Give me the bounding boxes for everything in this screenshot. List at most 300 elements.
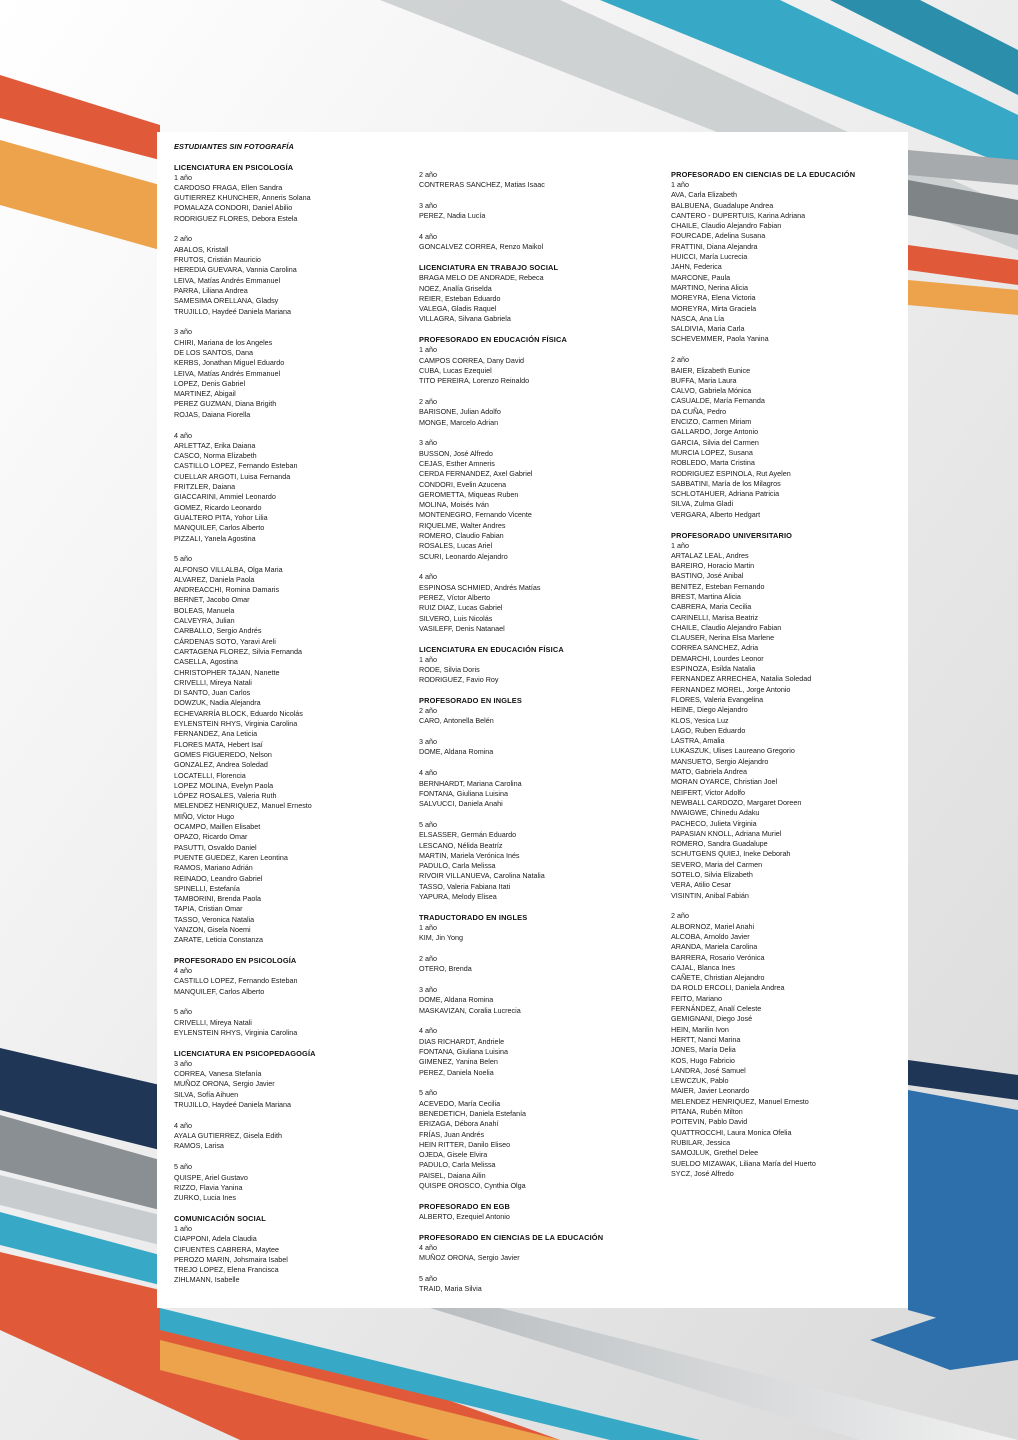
student-name: CASTILLO LOPEZ, Fernando Esteban <box>174 461 298 471</box>
student-name: MAIER, Javier Leonardo <box>671 1086 750 1096</box>
column-2 <box>419 170 655 1305</box>
year-group <box>419 820 655 902</box>
student-name: TASSO, Veronica Natalia <box>174 914 255 924</box>
year-label: 2 año <box>671 911 689 921</box>
year-label: 4 año <box>174 1120 192 1130</box>
student-name: CAÑETE, Christian Alejandro <box>671 973 765 983</box>
student-name: DOME, Aldana Romina <box>419 995 494 1005</box>
section <box>419 170 655 253</box>
year-group <box>174 966 410 997</box>
student-name: CALVEYRA, Julian <box>174 616 235 626</box>
student-name: ABALOS, Kristall <box>174 244 229 254</box>
year-group <box>419 273 655 324</box>
student-name: FRATTINI, Diana Alejandra <box>671 241 758 251</box>
student-name: PEREZ, Daniela Noelia <box>419 1067 494 1077</box>
student-name: BAIER, Elizabeth Eunice <box>671 365 751 375</box>
student-name: CORREA, Vanesa Stefanía <box>174 1069 262 1079</box>
student-name: ROBLEDO, Marta Cristina <box>671 458 755 468</box>
student-name: ALFONSO VILLALBA, Olga Maria <box>174 564 283 574</box>
student-name: CHRISTOPHER TAJAN, Nanette <box>174 667 280 677</box>
section-title: LICENCIATURA EN PSICOLOGÍA <box>174 162 294 172</box>
student-name: MARTINO, Nerina Alicia <box>671 282 748 292</box>
year-label: 5 año <box>419 1088 437 1098</box>
student-name: ROMERO, Claudio Fabian <box>419 531 504 541</box>
year-group <box>419 954 655 975</box>
year-group <box>419 438 655 562</box>
year-label: 5 año <box>419 1273 437 1283</box>
student-name: RODRIGUEZ ESPINOLA, Rut Ayelen <box>671 468 791 478</box>
student-name: ROSALES, Lucas Ariel <box>419 541 493 551</box>
student-name: SCURI, Leonardo Alejandro <box>419 551 508 561</box>
student-name: MANSUETO, Sergio Alejandro <box>671 756 769 766</box>
student-name: RIVOIR VILLANUEVA, Carolina Natalia <box>419 871 545 881</box>
student-name: HERTT, Nanci Marina <box>671 1034 741 1044</box>
year-group <box>419 737 655 758</box>
student-name: NEWBALL CARDOZO, Margaret Doreen <box>671 797 802 807</box>
year-label: 1 año <box>419 345 437 355</box>
student-name: BAREIRO, Horacio Martin <box>671 561 755 571</box>
student-name: DEMARCHI, Lourdes Leonor <box>671 653 764 663</box>
year-label: 4 año <box>419 1242 437 1252</box>
section <box>419 335 655 634</box>
student-name: BALBUENA, Guadalupe Andrea <box>671 200 774 210</box>
student-name: ZIHLMANN, Isabelle <box>174 1275 240 1285</box>
student-name: PEREZ, Víctor Alberto <box>419 593 491 602</box>
student-name: VISINTIN, Anibal Fabián <box>671 890 749 900</box>
year-group <box>419 655 655 686</box>
student-name: OJEDA, Gisele Elvira <box>419 1150 488 1160</box>
student-name: RIZZO, Flavia Yanina <box>174 1182 243 1192</box>
year-group <box>419 201 655 222</box>
student-name: CONTRERAS SANCHEZ, Matias Isaac <box>419 180 545 190</box>
student-name: ALVAREZ, Daniela Paola <box>174 574 255 584</box>
student-name: ARTALAZ LEAL, Andres <box>671 550 749 560</box>
student-name: POMALAZA CONDORI, Daniel Abilio <box>174 203 293 213</box>
student-name: BASTINO, José Anibal <box>671 571 744 581</box>
student-name: FERNANDEZ MOREL, Jorge Antonio <box>671 684 791 694</box>
student-name: GARCIA, Silvia del Carmen <box>671 437 759 447</box>
student-name: TRAID, Maria Silvia <box>419 1284 482 1294</box>
student-name: FLORES MATA, Hebert Isaí <box>174 739 263 749</box>
section-title: LICENCIATURA EN EDUCACIÓN FÍSICA <box>419 644 564 654</box>
student-name: DIAS RICHARDT, Andriele <box>419 1036 505 1046</box>
section <box>174 1049 410 1204</box>
year-group <box>174 173 410 224</box>
year-group <box>174 1224 410 1286</box>
year-group <box>419 397 655 428</box>
year-group <box>174 1059 410 1110</box>
student-name: CABRERA, Maria Cecilia <box>671 602 752 612</box>
student-name: LOPEZ MOLINA, Evelyn Paola <box>174 780 274 790</box>
student-name: CASTILLO LOPEZ, Fernando Esteban <box>174 976 298 986</box>
year-label: 3 año <box>419 737 437 747</box>
section-title: PROFESORADO EN EDUCACIÓN FÍSICA <box>419 335 567 345</box>
student-name: BOLEAS, Manuela <box>174 605 235 615</box>
student-name: VILLAGRA, Silvana Gabriela <box>419 314 511 324</box>
student-name: MOREYRA, Elena Victoria <box>671 293 756 303</box>
student-name: CRIVELLI, Mireya Natali <box>174 677 252 687</box>
student-name: RAMOS, Larisa <box>174 1141 224 1151</box>
section <box>419 1202 655 1222</box>
student-name: DA ROLD ERCOLI, Daniela Andrea <box>671 983 785 993</box>
student-name: FONTANA, Giuliana Luisina <box>419 1047 508 1056</box>
student-name: PIZZALI, Yanela Agostina <box>174 533 256 543</box>
student-name: LUKASZUK, Ulises Laureano Gregorio <box>671 746 795 756</box>
student-name: ENCIZO, Carmen Miriam <box>671 417 752 427</box>
student-name: KLOS, Yesica Luz <box>671 715 729 725</box>
student-name: SOTELO, Silvia Elizabeth <box>671 870 753 879</box>
year-label: 4 año <box>419 232 437 242</box>
student-name: PASUTTI, Osvaldo Daniel <box>174 842 257 852</box>
student-name: BREST, Martina Alicia <box>671 591 741 601</box>
student-name: FRUTOS, Cristián Mauricio <box>174 255 261 265</box>
section-title: PROFESORADO EN PSICOLOGÍA <box>174 956 297 966</box>
student-name: SYCZ, José Alfredo <box>671 1168 734 1178</box>
year-group <box>174 1162 410 1203</box>
student-name: CUBA, Lucas Ezequiel <box>419 365 492 375</box>
year-label: 1 año <box>671 180 689 189</box>
student-name: CAJAL, Blanca Ines <box>671 962 735 972</box>
section <box>174 956 410 1038</box>
student-name: SPINELLI, Estefanía <box>174 883 240 893</box>
student-name: SILVA, Zulma Gladi <box>671 499 734 509</box>
year-label: 4 año <box>419 1026 437 1036</box>
student-name: REINADO, Leandro Gabriel <box>174 873 263 883</box>
student-name: MONTENEGRO, Fernando Vicente <box>419 510 532 520</box>
year-label: 1 año <box>419 654 437 664</box>
year-group <box>419 1243 655 1264</box>
section <box>671 170 907 520</box>
student-name: AYALA GUTIERREZ, Gisela Edith <box>174 1131 282 1141</box>
year-label: 1 año <box>671 540 689 550</box>
year-label: 3 año <box>419 985 437 995</box>
student-name: NWAIGWE, Chinedu Adaku <box>671 808 760 818</box>
student-name: CHIRI, Mariana de los Angeles <box>174 337 273 347</box>
student-name: CHAILE, Claudio Alejandro Fabian <box>671 622 782 632</box>
student-name: PADULO, Carla Melissa <box>419 1160 496 1170</box>
student-name: SILVA, Sofía Aihuen <box>174 1089 239 1099</box>
column-1 <box>174 142 410 1296</box>
student-name: FONTANA, Giuliana Luisina <box>419 788 508 798</box>
student-name: HEIN, Marilin Ivon <box>671 1024 729 1034</box>
student-name: MUÑOZ ORONA, Sergio Javier <box>419 1252 520 1262</box>
year-label: 4 año <box>174 430 192 440</box>
student-name: ALBORNOZ, Mariel Anahi <box>671 921 755 931</box>
student-name: TRUJILLO, Haydeé Daniela Mariana <box>174 1100 292 1110</box>
student-name: YAPURA, Melody Elisea <box>419 892 497 902</box>
year-group <box>671 911 907 1179</box>
student-name: FLORES, Valeria Evangelina <box>671 694 764 704</box>
section-title: PROFESORADO EN INGLES <box>419 696 522 706</box>
student-name: ACEVEDO, María Cecilia <box>419 1098 501 1108</box>
year-group <box>419 1026 655 1077</box>
student-name: NASCA, Ana Lía <box>671 313 725 323</box>
student-name: RODE, Silvia Doris <box>419 664 480 674</box>
student-name: SCHLOTAHUER, Adriana Patricia <box>671 489 780 499</box>
student-name: CARTAGENA FLOREZ, Silvia Fernanda <box>174 646 302 656</box>
section <box>419 263 655 324</box>
section-title: PROFESORADO EN CIENCIAS DE LA EDUCACIÓN <box>671 170 856 179</box>
year-group <box>174 234 410 316</box>
student-name: ROJAS, Daiana Fiorella <box>174 409 251 419</box>
student-name: GOMES FIGUEREDO, Nelson <box>174 749 272 759</box>
student-name: PARRA, Liliana Andrea <box>174 285 248 295</box>
year-group <box>671 541 907 901</box>
content-sheet <box>157 132 908 1308</box>
student-name: MARTINEZ, Abigail <box>174 389 236 399</box>
student-name: SABBATINI, María de los Milagros <box>671 478 781 488</box>
student-name: MOLINA, Moisés Iván <box>419 500 489 510</box>
student-name: CARINELLI, Marisa Beatriz <box>671 612 759 622</box>
student-name: MUÑOZ ORONA, Sergio Javier <box>174 1079 275 1089</box>
section-title: LICENCIATURA EN TRABAJO SOCIAL <box>419 263 559 273</box>
student-name: CALVO, Gabriela Mónica <box>671 386 752 396</box>
student-name: SALDIVIA, Maria Carla <box>671 324 745 334</box>
section-title: PROFESORADO EN EGB <box>419 1201 510 1211</box>
student-name: LOCATELLI, Florencia <box>174 770 246 780</box>
student-name: HEINE, Diego Alejandro <box>671 705 748 715</box>
student-name: QUISPE, Ariel Gustavo <box>174 1172 248 1182</box>
student-name: CEJAS, Esther Amneris <box>419 458 495 468</box>
student-name: RODRIGUEZ, Favio Roy <box>419 675 499 685</box>
section-title: PROFESORADO EN CIENCIAS DE LA EDUCACIÓN <box>419 1232 604 1242</box>
student-name: SCHUTGENS QUIEJ, Ineke Deborah <box>671 849 791 859</box>
year-group <box>419 1212 655 1222</box>
year-label: 3 año <box>174 1058 192 1068</box>
student-name: MARCONE, Paula <box>671 272 731 282</box>
student-name: GUALTERO PITA, Yohor Lilia <box>174 512 268 522</box>
section <box>174 163 410 946</box>
student-name: ERIZAGA, Débora Anahí <box>419 1119 499 1129</box>
student-name: JAHN, Federica <box>671 262 722 272</box>
student-name: CUELLAR ARGOTI, Luisa Fernanda <box>174 471 291 481</box>
student-name: OCAMPO, Maillen Elisabet <box>174 822 261 832</box>
student-name: GIACCARINI, Ammiel Leonardo <box>174 492 276 502</box>
student-name: QUISPE OROSCO, Cynthia Olga <box>419 1181 526 1191</box>
student-name: CIFUENTES CABRERA, Maytee <box>174 1244 280 1254</box>
student-name: SCHEVEMMER, Paola Yanina <box>671 334 769 344</box>
student-name: PEREZ GUZMAN, Diana Brigith <box>174 399 277 409</box>
student-name: NEIFERT, Victor Adolfo <box>671 787 746 797</box>
student-name: TAMBORINI, Brenda Paola <box>174 894 261 904</box>
student-name: FERNANDEZ ARRECHEA, Natalia Soledad <box>671 674 812 684</box>
student-name: SEVERO, Maria del Carmen <box>671 859 763 869</box>
student-name: MONGE, Marcelo Adrian <box>419 417 499 427</box>
year-label: 5 año <box>419 819 437 829</box>
student-name: CORREA SANCHEZ, Adria <box>671 643 759 653</box>
student-name: MANQUILEF, Carlos Alberto <box>174 523 265 533</box>
student-name: SUELDO MIZAWAK, Liliana María del Huerto <box>671 1158 816 1168</box>
student-name: NOEZ, Analía Griselda <box>419 283 492 293</box>
student-name: LEIVA, Matías Andrés Emmanuel <box>174 275 281 285</box>
student-name: CASELLA, Agostina <box>174 657 238 667</box>
student-name: DA CUÑA, Pedro <box>671 406 727 416</box>
year-label: 1 año <box>174 172 192 182</box>
student-name: FERNANDEZ, Ana Leticia <box>174 729 258 739</box>
student-name: CERDA FERNANDEZ, Axel Gabriel <box>419 469 533 479</box>
section <box>671 531 907 1180</box>
student-name: BUFFA, Maria Laura <box>671 375 737 385</box>
student-name: DOWZUK, Nadia Alejandra <box>174 698 261 708</box>
student-name: VERA, Atilio Cesar <box>671 880 731 890</box>
student-name: SALVUCCI, Daniela Anahi <box>419 799 503 809</box>
student-name: CAMPOS CORREA, Dany David <box>419 355 525 365</box>
student-name: BERNHARDT, Mariana Carolina <box>419 778 522 788</box>
student-name: TASSO, Valeria Fabiana Itati <box>419 881 511 891</box>
student-name: PUENTE GUEDEZ, Karen Leontina <box>174 852 288 862</box>
student-name: CHAILE, Claudio Alejandro Fabian <box>671 221 782 231</box>
section <box>419 1233 655 1295</box>
student-name: GEMIGNANI, Diego José <box>671 1014 753 1024</box>
year-label: 2 año <box>419 170 437 179</box>
student-name: RODRIGUEZ FLORES, Debora Estela <box>174 213 298 223</box>
student-name: LEIVA, Matías Andrés Emmanuel <box>174 368 281 378</box>
student-name: GOMEZ, Ricardo Leonardo <box>174 502 262 512</box>
student-name: KOS, Hugo Fabricio <box>671 1055 735 1065</box>
document-title: ESTUDIANTES SIN FOTOGRAFÍA <box>174 142 294 151</box>
student-name: PEROZO MARIN, Johsmaira Isabel <box>174 1254 288 1264</box>
student-name: SILVERO, Luis Nicolás <box>419 613 493 623</box>
year-group <box>419 1274 655 1295</box>
student-name: CASUALDE, María Fernanda <box>671 396 765 406</box>
year-group <box>419 170 655 191</box>
year-label: 4 año <box>419 572 437 582</box>
student-name: PAPASIAN KNOLL, Adriana Muriel <box>671 828 782 838</box>
student-name: CARBALLO, Sergio Andrés <box>174 626 262 636</box>
student-name: FERNÁNDEZ, Analí Celeste <box>671 1004 762 1014</box>
student-name: CANTERO - DUPERTUIS, Karina Adriana <box>671 210 806 220</box>
section-title: TRADUCTORADO EN INGLES <box>419 912 528 922</box>
student-name: LAGO, Ruben Eduardo <box>671 725 746 735</box>
student-name: LEWCZUK, Pablo <box>671 1076 729 1086</box>
year-label: 2 año <box>419 396 437 406</box>
student-name: DE LOS SANTOS, Dana <box>174 347 253 357</box>
student-name: ALBERTO, Ezequiel Antonio <box>419 1211 510 1221</box>
section <box>419 645 655 686</box>
student-name: BUSSON, José Alfredo <box>419 448 493 458</box>
student-name: GALLARDO, Jorge Antonio <box>671 427 759 437</box>
year-label: 1 año <box>419 922 437 932</box>
student-name: TITO PEREIRA, Lorenzo Reinaldo <box>419 376 530 386</box>
section <box>419 696 655 902</box>
year-group <box>419 572 655 634</box>
student-name: MELENDEZ HENRIQUEZ, Manuel Ernesto <box>174 801 312 811</box>
year-label: 3 año <box>419 201 437 211</box>
student-name: MELENDEZ HENRIQUEZ, Manuel Ernesto <box>671 1096 809 1106</box>
student-name: MOREYRA, Mirta Graciela <box>671 303 757 313</box>
year-label: 3 año <box>174 327 192 337</box>
student-name: CLAUSER, Nerina Elsa Marlene <box>671 633 775 643</box>
year-group <box>671 355 907 520</box>
student-name: SAMOJLUK, Grethel Delee <box>671 1148 759 1158</box>
student-name: RUIZ DIAZ, Lucas Gabriel <box>419 603 503 613</box>
year-group <box>174 431 410 544</box>
student-name: ESPINOZA, Esilda Natalia <box>671 664 756 674</box>
student-name: RIQUELME, Walter Andres <box>419 520 506 530</box>
student-name: BENITEZ, Esteban Fernando <box>671 581 765 591</box>
year-label: 5 año <box>174 1162 192 1172</box>
student-name: CRIVELLI, Mireya Natali <box>174 1017 252 1027</box>
year-group <box>419 232 655 253</box>
year-group <box>671 180 907 345</box>
student-name: GIMENEZ, Yanina Belen <box>419 1057 498 1067</box>
student-name: SAMESIMA ORELLANA, Gladsy <box>174 296 279 306</box>
student-name: BRAGA MELO DE ANDRADE, Rebeca <box>419 273 544 283</box>
section-title: PROFESORADO UNIVERSITARIO <box>671 530 793 540</box>
student-name: MIÑO, Victor Hugo <box>174 811 235 821</box>
student-name: PACHECO, Julieta Virginia <box>671 818 757 828</box>
year-label: 2 año <box>174 234 192 244</box>
year-label: 2 año <box>419 953 437 963</box>
student-name: BARISONE, Julian Adolfo <box>419 407 501 417</box>
year-group <box>419 345 655 386</box>
student-name: GUTIERREZ KHUNCHER, Anneris Solana <box>174 193 311 203</box>
student-name: CÁRDENAS SOTO, Yaravi Areli <box>174 636 276 646</box>
section <box>419 913 655 1192</box>
student-name: CONDORI, Evelin Azucena <box>419 479 507 489</box>
student-name: ZURKO, Lucia Ines <box>174 1193 236 1203</box>
student-name: BENEDETICH, Daniela Estefanía <box>419 1108 527 1118</box>
student-name: LASTRA, Amalia <box>671 736 725 746</box>
year-label: 5 año <box>174 1007 192 1017</box>
section-title: LICENCIATURA EN PSICOPEDAGOGÍA <box>174 1048 316 1058</box>
student-name: FOURCADE, Adelina Susana <box>671 231 766 241</box>
student-name: GONCALVEZ CORREA, Renzo Maikol <box>419 242 544 252</box>
year-group <box>174 327 410 420</box>
student-name: RUBILAR, Jessica <box>671 1137 731 1147</box>
year-label: 4 año <box>174 966 192 976</box>
student-name: YANZON, Gisela Noemi <box>174 924 251 934</box>
student-name: MATO, Gabriela Andrea <box>671 767 748 777</box>
student-name: ZARATE, Leticia Constanza <box>174 935 263 945</box>
student-name: HEIN RITTER, Danilo Eliseo <box>419 1139 511 1149</box>
student-name: QUATTROCCHI, Laura Monica Ofelia <box>671 1127 792 1137</box>
student-name: ANDREACCHI, Romina Damaris <box>174 585 280 595</box>
student-name: EYLENSTEIN RHYS, Virginia Carolina <box>174 1028 298 1038</box>
student-name: HEREDIA GUEVARA, Vannia Carolina <box>174 265 297 275</box>
student-name: DI SANTO, Juan Carlos <box>174 688 251 698</box>
year-label: 3 año <box>419 438 437 448</box>
student-name: PEREZ, Nadia Lucía <box>419 211 486 221</box>
student-name: TREJO LOPEZ, Elena Francisca <box>174 1265 279 1275</box>
year-group <box>419 923 655 944</box>
student-name: CARO, Antonella Belén <box>419 716 494 726</box>
student-name: LESCANO, Nélida Beatríz <box>419 840 503 850</box>
student-name: MORAN OYARCE, Christian Joel <box>671 777 778 787</box>
student-name: MASKAVIZAN, Coralia Lucrecia <box>419 1005 521 1015</box>
student-name: ESPINOSA SCHMIED, Andrés Matías <box>419 582 541 592</box>
student-name: ARANDA, Mariela Carolina <box>671 942 758 952</box>
student-name: GONZALEZ, Andrea Soledad <box>174 760 268 770</box>
student-name: ECHEVARRÍA BLOCK, Eduardo Nicolás <box>174 708 303 718</box>
student-name: FEITO, Mariano <box>671 993 722 1003</box>
student-name: VALEGA, Gladis Raquel <box>419 304 497 314</box>
student-name: LANDRA, José Samuel <box>671 1065 746 1075</box>
student-name: HUICCI, María Lucrecia <box>671 252 748 262</box>
student-name: KIM, Jin Yong <box>419 933 463 943</box>
student-name: AVA, Carla Elizabeth <box>671 190 738 200</box>
student-name: ELSASSER, Germán Eduardo <box>419 830 517 840</box>
student-name: EYLENSTEIN RHYS, Virginia Carolina <box>174 719 298 729</box>
student-name: PAISEL, Daiana Ailin <box>419 1170 486 1180</box>
student-name: CASCO, Norma Elizabeth <box>174 451 257 461</box>
year-label: 1 año <box>174 1223 192 1233</box>
year-group <box>419 706 655 727</box>
student-name: OPAZO, Ricardo Omar <box>174 832 248 842</box>
student-name: PADULO, Carla Melissa <box>419 861 496 871</box>
student-name: VERGARA, Alberto Hedgart <box>671 509 761 519</box>
student-name: LÓPEZ ROSALES, Valeria Ruth <box>174 791 277 801</box>
